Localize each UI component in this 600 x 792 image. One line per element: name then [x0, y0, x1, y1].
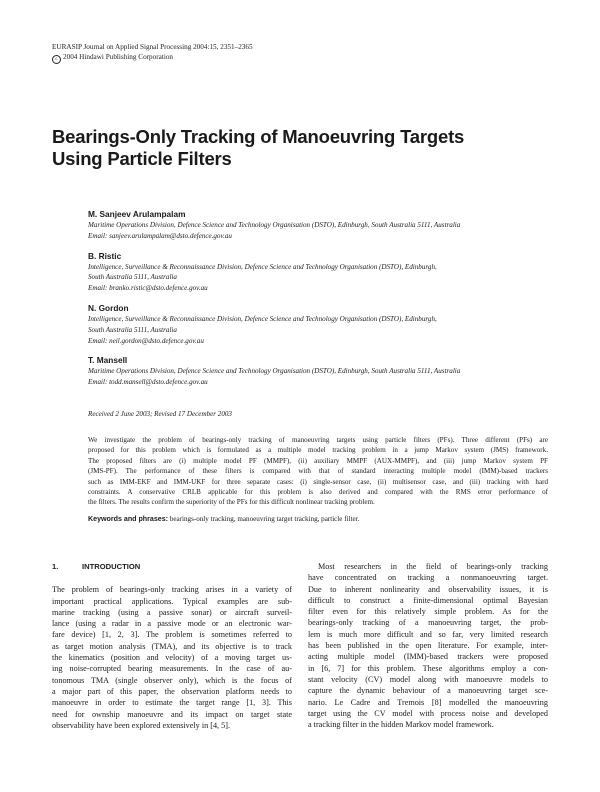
received-dates: Received 2 June 2003; Revised 17 December 2003	[88, 410, 232, 418]
author-name: B. Ristic	[88, 250, 122, 261]
abstract-line: The proposed filters are (i) multiple model PF (MMPF), (ii) auxiliary MMPF (AUX-MMPF), and (iii) jump Markov system PF	[88, 456, 548, 465]
abstract-line: (JMS-PF). The performance of these filters is compared with that of standard interacting multiple model (IMM)-based trackers	[88, 467, 548, 476]
title-line: Using Particle Filters	[52, 147, 232, 169]
author-name: T. Mansell	[88, 355, 128, 366]
body-line: important practical applications. Typical examples are sub-	[52, 596, 292, 606]
abstract-line: the filters. The results confirm the superiority of the PFs for this difficult nonlinear tracking problem.	[88, 498, 375, 507]
body-line: fare device) [1, 2, 3]. The problem is sometimes referred to	[52, 630, 292, 640]
author-block	[88, 354, 558, 388]
body-line: manoeuvre in order to estimate the target range [1, 3]. This	[52, 698, 292, 708]
author-block	[88, 208, 558, 242]
body-line: difficult to construct a finite-dimensional optimal Bayesian	[308, 595, 548, 605]
copyright-icon: c	[52, 55, 61, 64]
title-line: Bearings-Only Tracking of Manoeuvring Targets	[52, 126, 465, 147]
body-line: bearings-only tracking of a manoeuvring target, the prob-	[308, 618, 548, 628]
body-line: observability have been explored extensively in [4, 5].	[52, 720, 231, 730]
body-line: in [6, 7] for this problem. These algorithms employ a con-	[308, 663, 548, 673]
body-line: ing noise-corrupted bearing measurements. In the case of au-	[52, 664, 292, 674]
copyright-text: 2004 Hindawi Publishing Corporation	[63, 53, 174, 61]
body-line: has been published in the open literature. For example, inter-	[308, 641, 548, 651]
author-list	[88, 208, 558, 396]
keywords-text: bearings-only tracking, manoeuvring target tracking, particle filter.	[169, 515, 360, 523]
section-heading	[52, 561, 292, 572]
author-email: Email: branko.ristic@dsto.defence.gov.au	[88, 284, 208, 293]
journal-header	[52, 42, 253, 64]
body-line: filter even for this relatively simple problem. As for the	[308, 607, 548, 617]
keywords	[88, 515, 359, 523]
author-block	[88, 302, 558, 346]
body-line: Due to inherent nonlinearity and observability issues, it is	[308, 584, 548, 594]
body-line: lance (using a radar in a passive mode or an electronic war-	[52, 619, 292, 629]
author-block	[88, 250, 558, 294]
abstract-line: such as IMM-EKF and IMM-UKF for three separate cases: (i) single-sensor case, (ii) multisensor case, and (iii) tracking with hard	[88, 477, 548, 486]
author-email: Email: neil.gordon@dsto.defence.gov.au	[88, 336, 204, 345]
body-line: nario. Le Cadre and Tremois [8] modelled the manoeuvring	[308, 697, 548, 707]
abstract-line: We investigate the problem of bearings-only tracking of manoeuvring targets using particle filters (PFs). Three different (PFs) are	[88, 436, 548, 444]
author-affiliation: Maritime Operations Division, Defence Science and Technology Organisation (DSTO), Edinburgh, South Australia 5111, Australia	[88, 367, 461, 376]
paper-title	[52, 126, 552, 169]
abstract-line: proposed for this problem which is formulated as a multiple model tracking problem in a jump Markov system (JMS) framework.	[88, 446, 548, 455]
author-affiliation: Maritime Operations Division, Defence Science and Technology Organisation (DSTO), Edinburgh, South Australia 5111, Australia	[88, 221, 461, 229]
copyright-line	[52, 52, 253, 64]
body-line: capture the dynamic behaviour of a manoeuvring target sce-	[308, 686, 548, 696]
section-title: INTRODUCTION	[82, 562, 141, 571]
body-line: as target motion analysis (TMA), and its objective is to track	[52, 641, 292, 651]
author-email: Email: sanjeev.arulampalam@dsto.defence.gov.au	[88, 231, 232, 240]
abstract-line: constraints. A conservative CRLB applicable for this problem is also derived and compared with the RMS error performance of	[88, 488, 548, 497]
body-line: need for ownship manoeuvre and its impact on target state	[52, 709, 292, 719]
body-line: The problem of bearings-only tracking arises in a variety of	[52, 585, 292, 595]
body-line: have concentrated on tracking a nonmanoeuvring target.	[308, 573, 548, 583]
author-affiliation: South Australia 5111, Australia	[88, 273, 177, 282]
author-affiliation: South Australia 5111, Australia	[88, 325, 177, 334]
body-line: tonomous TMA (single observer only), which is the focus of	[52, 675, 292, 685]
body-line: marine tracking (using a passive sonar) or aircraft surveil-	[52, 607, 292, 617]
author-name: M. Sanjeev Arulampalam	[88, 209, 186, 219]
body-line: lem is much more difficult and so far, very limited research	[308, 629, 548, 639]
body-line: stant velocity (CV) model along with manoeuvre models to	[308, 674, 548, 684]
section-number: 1.	[52, 562, 59, 571]
abstract	[88, 435, 548, 508]
author-email: Email: todd.mansell@dsto.defence.gov.au	[88, 378, 208, 387]
body-line: a tracking filter in the hidden Markov model framework.	[308, 720, 494, 730]
author-name: N. Gordon	[88, 302, 129, 313]
author-affiliation: Intelligence, Surveillance & Reconnaissance Division, Defence Science and Technology Organisation (DSTO), Edinburgh,	[88, 314, 437, 323]
body-line: the kinematics (position and velocity) of a moving target us-	[52, 653, 292, 663]
journal-citation: EURASIP Journal on Applied Signal Processing 2004:15, 2351–2365	[52, 43, 253, 51]
right-column	[308, 561, 548, 730]
keywords-label: Keywords and phrases:	[88, 515, 169, 523]
body-line: a major part of this paper, the observation platform needs to	[52, 686, 292, 696]
left-column	[52, 561, 292, 731]
body-line: Most researchers in the field of bearings-only tracking	[318, 562, 548, 571]
body-line: target using the CV model with process noise and developed	[308, 708, 548, 718]
author-affiliation: Intelligence, Surveillance & Reconnaissance Division, Defence Science and Technology Organisation (DSTO), Edinburgh,	[88, 262, 437, 271]
body-line: acting multiple model (IMM)-based trackers were proposed	[308, 652, 548, 662]
